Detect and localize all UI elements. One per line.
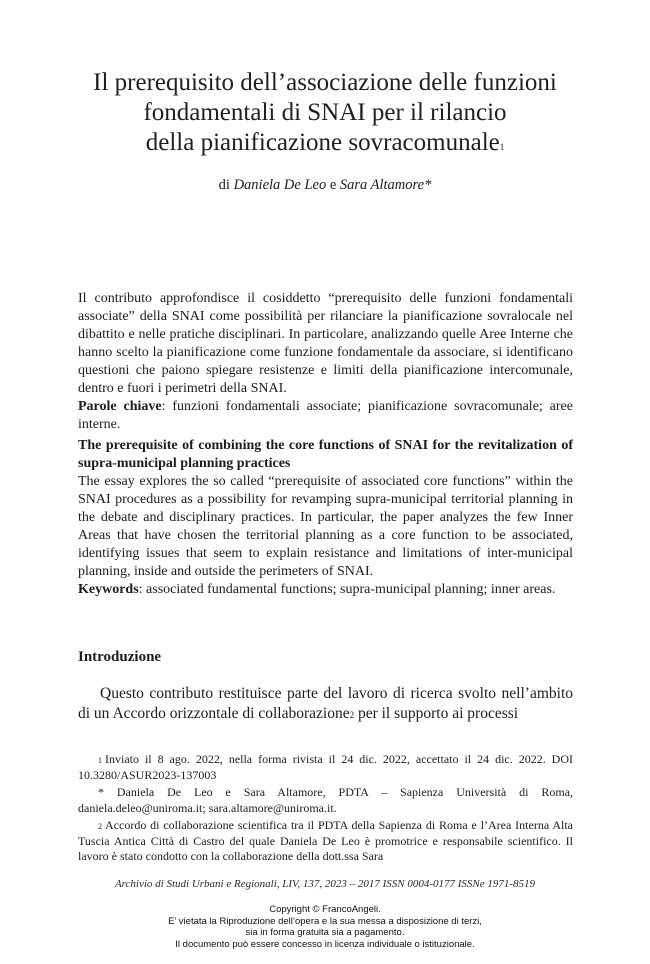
footnote-text: Accordo di collaborazione scientifica tra il PDTA della Sapienza di Roma e l’Area Interna Alta Tuscia Antica Città di Castro del quale Daniela De Leo è promotrice e responsabile scientifico. Il lavoro è stato condotto con la collaborazione della dott.ssa Sara xyxy=(78,818,573,863)
abstract-text: Il contributo approfondisce il cosiddetto “prerequisito delle funzioni fondamentali associate” della SNAI come possibilità per rilanciare la pianificazione sovralocale nel dibattito e nelle pratiche disciplinari. In particolare, analizzando quelle Aree Interne che hanno scelto la pianificazione come funzione fondamentale da associare, si identificano questioni che paiono spiegare resistenze e limiti della pianificazione intercomunale, dentro e fuori i perimetri della SNAI. xyxy=(78,291,573,396)
keywords-text: : funzioni fondamentali associate; pianificazione sovracomunale; aree interne. xyxy=(78,399,573,432)
byline-prefix: di xyxy=(218,177,230,193)
footnote-text: Inviato il 8 ago. 2022, nella forma rivista il 24 dic. 2022, accettato il 24 dic. 2022. DOI 10.3280/ASUR2023-137003 xyxy=(78,752,573,782)
footnote xyxy=(78,818,573,865)
author-byline xyxy=(0,176,650,194)
copyright-line: E’ vietata la Riproduzione dell’opera e la sua messa a disposizione di terzi, xyxy=(168,915,482,927)
footnote-marker: 1 xyxy=(499,142,505,152)
copyright-line: sia in forma gratuita sia a pagamento. xyxy=(245,927,405,938)
abstract-italian xyxy=(78,290,573,434)
keywords-label: Parole chiave xyxy=(78,399,162,414)
title-line: fondamentali di SNAI per il rilancio xyxy=(143,99,507,126)
footnote-text: * Daniela De Leo e Sara Altamore, PDTA – Sapienza Università di Roma, daniela.deleo@uniroma.it; sara.altamore@uniroma.it. xyxy=(78,785,573,815)
keywords-text: : associated fundamental functions; supra-municipal planning; inner areas. xyxy=(138,582,556,597)
title-line xyxy=(0,128,650,158)
section-heading: Introduzione xyxy=(78,649,162,665)
copyright-notice xyxy=(0,904,650,950)
title-line: Il prerequisito dell’associazione delle funzioni xyxy=(93,69,557,96)
byline-connector: e xyxy=(329,177,337,193)
footnote-number: 1 xyxy=(98,756,102,765)
english-title: The prerequisite of combining the core functions of SNAI for the revitalization of supra-municipal planning practices xyxy=(78,438,573,471)
body-text-end: per il supporto ai processi xyxy=(354,705,519,722)
journal-citation: Archivio di Studi Urbani e Regionali, LIV, 137, 2023 – 2017 ISSN 0004-0177 ISSNe 1971-8519 xyxy=(114,878,536,890)
author-name: Sara Altamore* xyxy=(339,177,432,193)
article-title xyxy=(0,68,650,158)
abstract-english xyxy=(78,473,573,599)
footnote-number: 2 xyxy=(98,822,102,831)
keywords-label: Keywords xyxy=(78,582,139,597)
body-text-start: Questo contributo restituisce parte del lavoro di ricerca svolto nell’ambito di un Accordo orizzontale di collaborazione xyxy=(78,685,573,722)
copyright-line: Copyright © FrancoAngeli. xyxy=(269,904,381,915)
footnotes xyxy=(78,752,573,867)
copyright-line: Il documento può essere concesso in licenza individuale o istituzionale. xyxy=(175,938,475,950)
author-name: Daniela De Leo xyxy=(233,177,327,193)
abstract-text: The essay explores the so called “prerequisite of associated core functions” within the SNAI procedures as a possibility for revamping supra-municipal territorial planning in the debate and disciplinary practices. In particular, the paper analyzes the few Inner Areas that have chosen the territorial planning as a core function to be associated, identifying issues that seem to explain resistance and limitations of inter-municipal planning, inside and outside the perimeters of SNAI. xyxy=(78,474,573,579)
body-paragraph xyxy=(78,684,573,724)
footnote xyxy=(78,752,573,783)
title-line-text: della pianificazione sovracomunale xyxy=(145,129,500,156)
footnote xyxy=(78,785,573,816)
footnote-marker: 2 xyxy=(349,710,355,720)
